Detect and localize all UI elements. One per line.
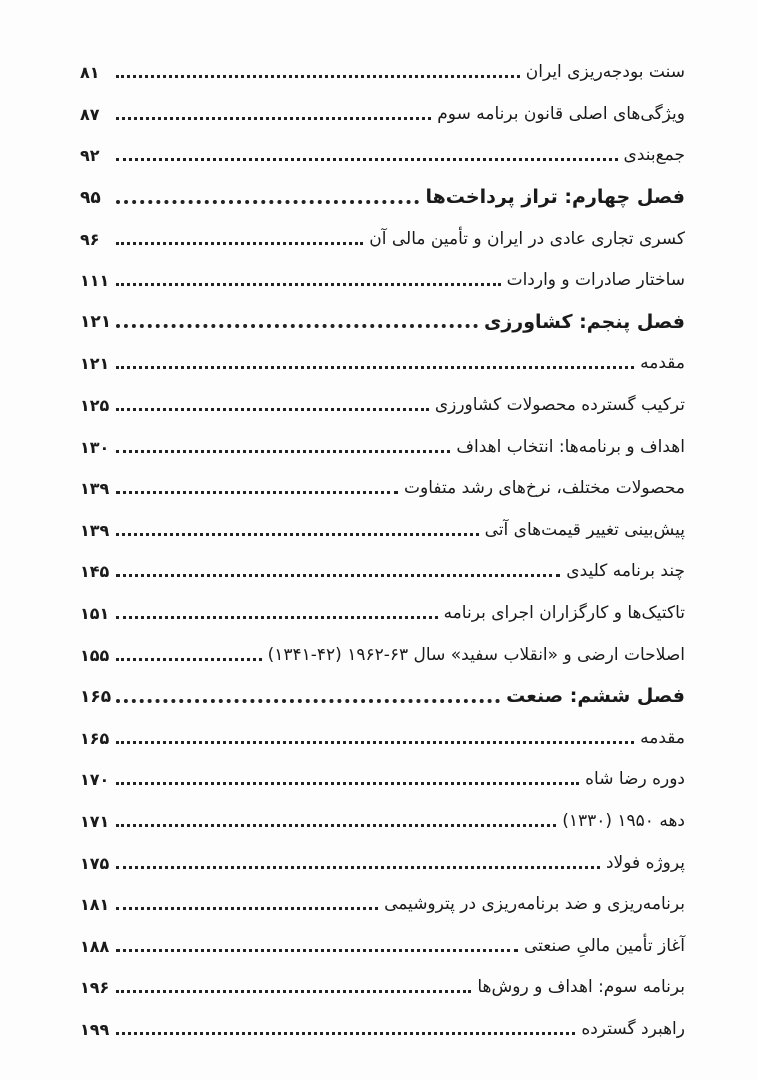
dot-leader: [116, 450, 450, 453]
toc-chapter-title: فصل ششم: صنعت: [506, 685, 685, 708]
dot-leader: [116, 408, 429, 411]
toc-page-number: ۱۳۹: [80, 520, 110, 540]
dot-leader: [116, 200, 419, 204]
toc-page-number: ۱۵۱: [80, 604, 110, 624]
dot-leader: [116, 491, 398, 494]
toc-row: [80, 967, 685, 1009]
toc-row: [80, 593, 685, 635]
dot-leader: [116, 866, 600, 869]
toc-entry-title: آغاز تأمین مالیِ صنعتی: [523, 935, 685, 956]
toc-entry-title: مقدمه: [640, 727, 685, 748]
toc-row: [80, 343, 685, 385]
toc-row: [80, 925, 685, 967]
toc-page-number: ۱۹۶: [80, 978, 110, 998]
toc-page-number: ۸۷: [80, 104, 100, 124]
toc-row: [80, 634, 685, 676]
toc-chapter-title: فصل پنجم: کشاورزی: [483, 310, 685, 333]
dot-leader: [116, 158, 618, 161]
toc-page-number: ۱۸۱: [80, 895, 110, 915]
toc-row: [80, 426, 685, 468]
dot-leader: [116, 283, 501, 286]
toc-row: [80, 94, 685, 136]
toc-page-number: ۱۷۱: [80, 811, 110, 831]
toc-chapter-row: [80, 302, 685, 344]
toc-page-number: ۱۴۵: [80, 562, 110, 582]
dot-leader: [116, 616, 438, 619]
dot-leader: [116, 907, 378, 910]
toc-row: [80, 884, 685, 926]
dot-leader: [116, 741, 634, 744]
dot-leader: [116, 117, 431, 120]
toc-entry-title: برنامه سوم: اهداف و روش‌ها: [477, 977, 685, 998]
toc-row: [80, 135, 685, 177]
toc-row: [80, 842, 685, 884]
toc-page-number: ۱۶۵: [80, 686, 112, 707]
dot-leader: [116, 949, 518, 952]
dot-leader: [116, 990, 471, 993]
toc-page-number: ۱۳۹: [80, 479, 110, 499]
toc-page-number: ۹۶: [80, 229, 100, 249]
toc-page-number: ۱۸۸: [80, 936, 110, 956]
toc-page-number: ۱۵۵: [80, 645, 110, 665]
toc-page-number: ۱۲۱: [80, 354, 110, 374]
toc-row: [80, 1009, 685, 1051]
table-of-contents: [80, 52, 685, 1050]
dot-leader: [116, 782, 579, 785]
toc-entry-title: چند برنامه کلیدی: [566, 561, 685, 582]
toc-page-number: ۱۹۹: [80, 1019, 110, 1039]
dot-leader: [116, 242, 363, 245]
dot-leader: [116, 1032, 575, 1035]
toc-page-number: ۱۳۰: [80, 437, 110, 457]
dot-leader: [116, 824, 556, 827]
toc-page-number: ۱۷۵: [80, 853, 110, 873]
dot-leader: [116, 324, 478, 328]
toc-row: [80, 510, 685, 552]
toc-entry-title: سنت بودجه‌ریزی ایران: [525, 62, 685, 83]
toc-page-number: ۱۲۱: [80, 312, 112, 333]
toc-row: [80, 718, 685, 760]
toc-entry-title: دوره رضا شاه: [585, 769, 685, 790]
toc-row: [80, 218, 685, 260]
toc-chapter-title: فصل چهارم: تراز پرداخت‌ها: [425, 186, 685, 209]
toc-page-number: ۹۲: [80, 146, 100, 166]
toc-page-number: ۱۲۵: [80, 396, 110, 416]
toc-row: [80, 551, 685, 593]
dot-leader: [116, 75, 520, 78]
toc-entry-title: ویژگی‌های اصلی قانون برنامه سوم: [437, 103, 685, 124]
toc-entry-title: کسری تجاری عادی در ایران و تأمین مالی آن: [369, 228, 685, 249]
toc-entry-title: ساختار صادرات و واردات: [506, 270, 685, 291]
toc-page-number: ۱۶۵: [80, 728, 110, 748]
toc-entry-title: پیش‌بینی تغییر قیمت‌های آتی: [484, 519, 685, 540]
toc-entry-title: دهه ۱۹۵۰ (۱۳۳۰): [562, 810, 685, 831]
toc-entry-title: ترکیب گسترده محصولات کشاورزی: [434, 395, 685, 416]
toc-page-number: ۱۱۱: [80, 271, 110, 291]
toc-chapter-row: [80, 177, 685, 219]
toc-entry-title: تاکتیک‌ها و کارگزاران اجرای برنامه: [443, 603, 685, 624]
toc-entry-title: اهداف و برنامه‌ها: انتخاب اهداف: [456, 436, 685, 457]
toc-page-number: ۱۷۰: [80, 770, 110, 790]
toc-chapter-row: [80, 676, 685, 718]
toc-entry-title: اصلاحات ارضی و «انقلاب سفید» سال ۶۳-۱۹۶۲ (۴۲-۱۳۴۱): [267, 644, 685, 665]
toc-row: [80, 52, 685, 94]
toc-row: [80, 385, 685, 427]
toc-row: [80, 260, 685, 302]
toc-page-number: ۹۵: [80, 187, 101, 208]
toc-page-number: ۸۱: [80, 63, 100, 83]
toc-entry-title: جمع‌بندی: [623, 145, 685, 166]
toc-entry-title: برنامه‌ریزی و ضد برنامه‌ریزی در پتروشیمی: [384, 894, 685, 915]
toc-row: [80, 801, 685, 843]
toc-entry-title: پروژه فولاد: [605, 852, 685, 873]
dot-leader: [116, 699, 500, 703]
toc-entry-title: راهبرد گسترده: [581, 1018, 685, 1039]
toc-entry-title: محصولات مختلف، نرخ‌های رشد متفاوت: [404, 478, 685, 499]
dot-leader: [116, 658, 262, 661]
toc-entry-title: مقدمه: [640, 353, 685, 374]
toc-row: [80, 468, 685, 510]
dot-leader: [116, 366, 634, 369]
toc-row: [80, 759, 685, 801]
dot-leader: [116, 533, 479, 536]
dot-leader: [116, 574, 560, 577]
